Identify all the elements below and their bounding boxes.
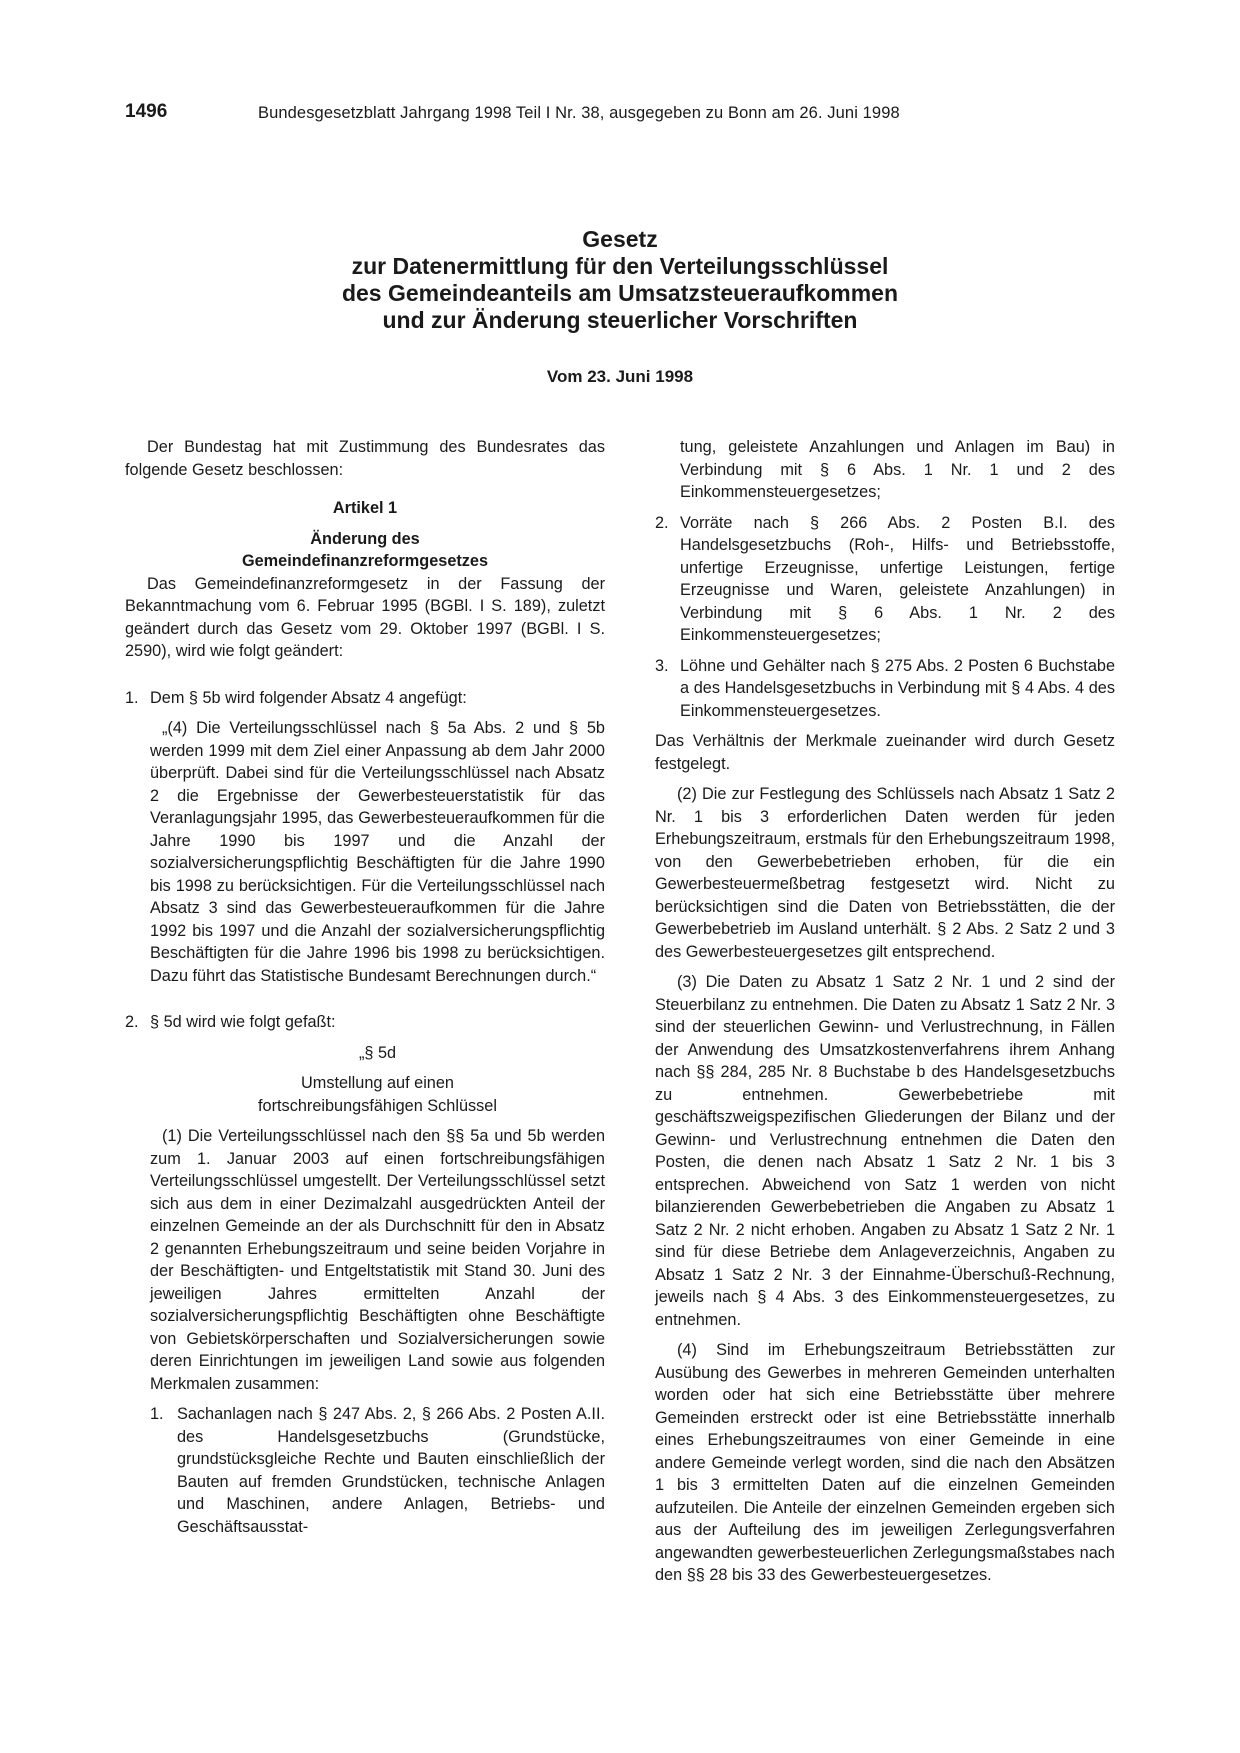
title-line-3: des Gemeindeanteils am Umsatzsteueraufkommen [341, 280, 899, 306]
left-column [125, 436, 605, 1538]
title-line-2: zur Datenermittlung für den Verteilungsschlüssel [351, 253, 889, 279]
law-title [125, 226, 1115, 334]
item-text: Vorräte nach § 266 Abs. 2 Posten B.I. des Handelsgesetzbuchs (Roh-, Hilfs- und Betriebsstoffe, unfertige Erzeugnisse, unfertige Leistungen, fertige Erzeugnisse und Waren, geleistete Anzahlungen) in Verbindung mit § 6 Abs. 1 Nr. 2 des Einkommensteuergesetzes; [680, 513, 1115, 644]
section-paragraph-4: (4) Sind im Erhebungszeitraum Betriebsstätten zur Ausübung des Gewerbes in mehreren Gemeinden unterhalten worden oder hat sich eine Betriebsstätte über mehrere Gemeinden erstreckt oder ist eine Betriebsstätte innerhalb eines Erhebungszeitraumes von einer Gemeinde in eine andere Gemeinde verlegt worden, sind die nach den Absätzen 1 bis 3 ermittelten Daten auf die einzelnen Gemeinden aufzuteilen. Die Anteile der einzelnen Gemeinden ergeben sich aus der Aufteilung des im jeweiligen Zerlegungsverfahren angewandten gewerbesteuerlichen Zerlegungsmaßstabes nach den §§ 28 bis 33 des Gewerbesteuergesetzes. [655, 1341, 1115, 1584]
page-header [125, 100, 1005, 124]
intro-paragraph: Der Bundestag hat mit Zustimmung des Bundesrates das folgende Gesetz beschlossen: [125, 438, 605, 479]
item-text: Dem § 5b wird folgender Absatz 4 angefügt: [150, 688, 467, 707]
amendment-item-1 [125, 687, 605, 710]
section-title-2: fortschreibungsfähigen Schlüssel [258, 1096, 497, 1115]
right-column [655, 436, 1115, 1587]
section-title-1: Umstellung auf einen [301, 1074, 454, 1092]
section-paragraph-2: (2) Die zur Festlegung des Schlüssels nach Absatz 1 Satz 2 Nr. 1 bis 3 erforderlichen Daten werden für jeden Erhebungszeitraum, erstmals für den Erhebungszeitraum 1998, von den Gewerbebetrieben erhoben, für die ein Gewerbesteuermeßbetrag festgesetzt wird. Nicht zu berücksichtigen sind die Daten von Betriebsstätten, die der Gewerbebetrieb im Ausland unterhält. § 2 Abs. 2 Satz 2 und 3 des Gewerbesteuergesetzes gilt entsprechend. [655, 785, 1115, 961]
title-line-4: und zur Änderung steuerlicher Vorschriften [382, 307, 858, 333]
section-paragraph-3: (3) Die Daten zu Absatz 1 Satz 2 Nr. 1 und 2 sind der Steuerbilanz zu entnehmen. Die Daten zu Absatz 1 Satz 2 Nr. 3 sind der steuerlichen Gewinn- und Verlustrechnung, in Fällen der Anwendung des Umsatzkostenverfahrens ihrem Anhang nach §§ 284, 285 Nr. 8 Buchstabe b des Handelsgesetzbuchs zu entnehmen. Gewerbebetriebe mit geschäftszweigspezifischen Gliederungen der Bilanz und der Gewinn- und Verlustrechnung entnehmen die Daten den Posten, die denen nach Absatz 1 Satz 2 Nr. 1 bis 3 entsprechen. Abweichend von Satz 1 werden von nicht bilanzierenden Gewerbebetrieben die Angaben zu Absatz 1 Satz 2 Nr. 2 nicht erhoben. Angaben zu Absatz 1 Satz 2 Nr. 1 sind für diese Betriebe dem Anlageverzeichnis, Angaben zu Absatz 1 Satz 2 Nr. 3 der Einnahme-Überschuß-Rechnung, jeweils nach § 4 Abs. 3 des Einkommensteuergesetzes, zu entnehmen. [655, 973, 1115, 1329]
item-text: Sachanlagen nach § 247 Abs. 2, § 266 Abs. 2 Posten A.II. des Handelsgesetzbuchs (Grundstücke, grundstücksgleiche Rechte und Bauten einschließlich der Bauten auf fremden Grundstücken, technische Anlagen und Maschinen, andere Anlagen, Betriebs- und Geschäftsausstat- [177, 1405, 605, 1536]
criterion-item-1-continued: tung, geleistete Anzahlungen und Anlagen im Bau) in Verbindung mit § 6 Abs. 1 Nr. 1 und 2 des Einkommensteuergesetzes; [680, 438, 1115, 501]
law-date: Vom 23. Juni 1998 [546, 367, 694, 386]
item-number: 1. [125, 688, 139, 707]
item-number: 1. [150, 1405, 164, 1423]
amendment-item-2 [125, 1011, 605, 1034]
criterion-item-1 [125, 1403, 605, 1538]
criterion-item-2 [655, 512, 1115, 647]
article-subheading-1: Änderung des [310, 529, 420, 548]
article-heading: Artikel 1 [332, 499, 398, 517]
item-text: § 5d wird wie folgt gefaßt: [150, 1013, 336, 1031]
item-number: 2. [655, 513, 669, 532]
title-line-1: Gesetz [582, 226, 658, 252]
ratio-paragraph: Das Verhältnis der Merkmale zueinander wird durch Gesetz festgelegt. [655, 732, 1115, 773]
article-body: Das Gemeindefinanzreformgesetz in der Fassung der Bekanntmachung vom 6. Februar 1995 (BGBl. I S. 189), zuletzt geändert durch das Gesetz vom 29. Oktober 1997 (BGBl. I S. 2590), wird wie folgt geändert: [125, 574, 605, 660]
section-mark: „§ 5d [358, 1043, 397, 1062]
article-subheading-2: Gemeindefinanzreformgesetzes [241, 552, 489, 570]
criterion-item-3 [655, 655, 1115, 723]
section-paragraph-1: (1) Die Verteilungsschlüssel nach den §§ 5a und 5b werden zum 1. Januar 2003 auf einen fortschreibungsfähigen Verteilungsschlüssel umgestellt. Der Verteilungsschlüssel setzt sich aus dem in einer Dezimalzahl ausgedrückten Anteil der einzelnen Gemeinde an der als Durchschnitt für den in Absatz 2 genannten Erhebungszeitraum und seine beiden Vorjahre in der Beschäftigten- und Entgeltstatistik mit Stand 30. Juni des jeweiligen Jahres ermittelten Anzahl der sozialversicherungspflichtig Beschäftigten ohne Beschäftigte von Gebietskörperschaften und Sozialversicherungen sowie deren Einrichtungen im jeweiligen Land sowie aus folgenden Merkmalen zusammen: [150, 1127, 605, 1393]
page-number: 1496 [125, 101, 168, 122]
item-number: 2. [125, 1013, 139, 1031]
running-head: Bundesgesetzblatt Jahrgang 1998 Teil I Nr. 38, ausgegeben zu Bonn am 26. Juni 1998 [258, 104, 900, 122]
item-text: Löhne und Gehälter nach § 275 Abs. 2 Posten 6 Buchstabe a des Handelsgesetzbuchs in Verbindung mit § 4 Abs. 4 des Einkommensteuergesetzes. [680, 656, 1115, 720]
item-number: 3. [655, 656, 669, 675]
quoted-paragraph: „(4) Die Verteilungsschlüssel nach § 5a Abs. 2 und § 5b werden 1999 mit dem Ziel einer Anpassung ab dem Jahr 2000 überprüft. Dabei sind für die Verteilungsschlüssel nach Absatz 2 die Ergebnisse der Gewerbesteuerstatistik für das Veranlagungsjahr 1995, das Gewerbesteueraufkommen für die Jahre 1990 bis 1997 und die Anzahl der sozialversicherungspflichtig Beschäftigten für die Jahre 1990 bis 1998 zu berücksichtigen. Für die Verteilungsschlüssel nach Absatz 3 sind das Gewerbesteueraufkommen für die Jahre 1992 bis 1997 und die Anzahl der sozialversicherungspflichtig Beschäftigten für die Jahre 1996 bis 1998 zu berücksichtigen. Dazu führt das Statistische Bundesamt Berechnungen durch.“ [150, 719, 605, 985]
